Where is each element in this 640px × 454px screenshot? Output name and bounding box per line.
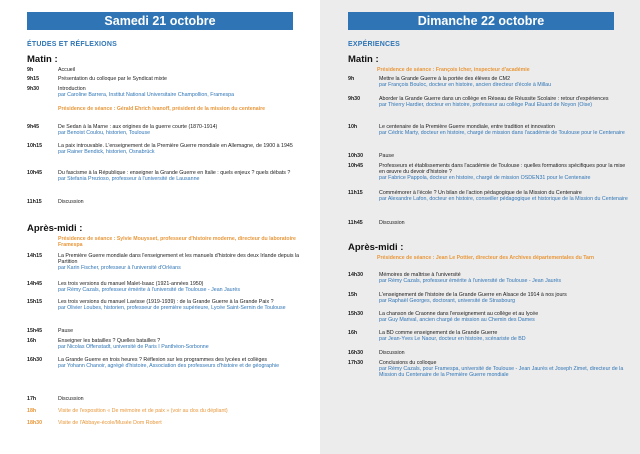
item-time: 10h30: [348, 153, 364, 159]
item-speaker: par Thierry Hardier, docteur en histoire, professeur au collège Paul Eluard de Noyon (Oise): [379, 102, 593, 109]
item-title: Discussion: [379, 350, 405, 356]
item-title: Mettre la Grande Guerre à la portée des élèves de CM2: [379, 76, 511, 82]
item-title: Introduction: [58, 86, 86, 92]
item-title: La Grande Guerre en trois heures ? Réflexion sur les programmes des lycées et collèges: [58, 357, 268, 363]
item-title: Le centenaire de la Première Guerre mondiale, entre tradition et innovation: [379, 124, 555, 130]
item-time: 17h30: [348, 360, 364, 366]
item-title: Pause: [379, 153, 395, 159]
item-time: 16h: [27, 338, 37, 344]
item-speaker: par Cédric Marty, docteur en histoire, chargé de mission dans l'académie de Toulouse pour le Centenaire: [379, 130, 625, 137]
item-title: La BD comme enseignement de la Grande Guerre: [379, 330, 498, 336]
item-title: De Sedan à la Marne : aux origines de la guerre courte (1870-1914): [58, 124, 218, 130]
item-title: Les trois versions du manuel Lavisse (1919-1939) : de la Grande Guerre à la Grande Paix ?: [58, 299, 274, 305]
item-title: Présentation du colloque par le Syndicat mixte: [58, 76, 167, 82]
item-speaker: par Karin Fischer, professeur à l'université d'Orléans: [58, 265, 181, 272]
item-time: 14h30: [348, 272, 364, 278]
item-title: Professeurs et établissements dans l'académie de Toulouse : quelles formations spécifiques pour la mise en œuvre du devoir d'histoire ?: [379, 163, 626, 176]
item-time: 18h: [27, 408, 37, 414]
item-time: 9h: [27, 67, 34, 73]
item-time: 9h30: [348, 96, 361, 102]
item-speaker: par Yohann Chanoir, agrégé d'histoire, Association des professeurs d'histoire et de géographie: [58, 363, 280, 370]
day-banner: Samedi 21 octobre: [27, 12, 293, 30]
item-title: Visite de l'Abbaye-école/Musée Dom Robert: [58, 420, 162, 426]
item-time: 16h: [348, 330, 358, 336]
item-time: 17h: [27, 396, 37, 402]
item-time: 14h45: [27, 281, 43, 287]
item-speaker: par Benoist Coulou, historien, Toulouse: [58, 130, 151, 137]
item-time: 9h30: [27, 86, 40, 92]
item-speaker: par Rémy Cazals, professeur émérite à l'université de Toulouse - Jean Jaurès: [58, 287, 240, 294]
item-title: Conclusions du colloque: [379, 360, 437, 366]
session-label-afternoon: Après-midi :: [27, 223, 83, 234]
item-title: Discussion: [58, 396, 84, 402]
item-speaker: par Nicolas Offenstadt, université de Paris I Panthéon-Sorbonne: [58, 344, 209, 351]
item-title: Visite de l'exposition « De mémoire et de paix » (voir au dos du dépliant): [58, 408, 228, 414]
item-time: 9h15: [27, 76, 40, 82]
item-speaker: par Rémy Cazals, professeur émérite à l'université de Toulouse - Jean Jaurès: [379, 278, 561, 285]
item-time: 10h45: [348, 163, 364, 169]
item-title: La chanson de Craonne dans l'enseignement au collège et au lycée: [379, 311, 539, 317]
session-label-morning: Matin :: [348, 54, 379, 65]
item-title: Discussion: [379, 220, 405, 226]
item-time: 15h30: [348, 311, 364, 317]
item-time: 11h45: [348, 220, 363, 226]
item-title: Aborder la Grande Guerre dans un collège en Réseau de Réussite Scolaire : retour d'expériences: [379, 96, 609, 102]
item-title: Enseigner les batailles ? Quelles batailles ?: [58, 338, 161, 344]
session-label-afternoon: Après-midi :: [348, 242, 404, 253]
item-title: L'enseignement de l'histoire de la Grande Guerre en Alsace de 1914 à nos jours: [379, 292, 567, 298]
item-title: Commémorer à l'école ? Un bilan de l'action pédagogique de la Mission du Centenaire: [379, 190, 582, 196]
session-label-morning: Matin :: [27, 54, 58, 65]
item-time: 9h45: [27, 124, 40, 130]
item-title: La Première Guerre mondiale dans l'enseignement et les manuels d'histoire des deux Irlande depuis la Partition: [58, 253, 300, 266]
item-speaker: par Raphaël Georges, doctorant, université de Strasbourg: [379, 298, 516, 305]
item-title: Accueil: [58, 67, 76, 73]
item-time: 15h: [348, 292, 358, 298]
item-time: 10h15: [27, 143, 43, 149]
item-speaker: par Jean-Yves Le Naour, docteur en histoire, scénariste de BD: [379, 336, 526, 343]
item-time: 9h: [348, 76, 355, 82]
item-title: Pause: [58, 328, 74, 334]
item-time: 16h30: [348, 350, 364, 356]
item-title: La paix introuvable. L'enseignement de la Première Guerre mondiale en Allemagne, de 1900 à 1945: [58, 143, 293, 149]
item-title: Les trois versions du manuel Malet-Isaac (1921-années 1950): [58, 281, 204, 287]
sunday-column: [320, 0, 640, 454]
item-title: Du fascisme à la République : enseigner la Grande Guerre en Italie : quels enjeux ? quels débats ?: [58, 170, 291, 176]
item-time: 10h: [348, 124, 358, 130]
session-presidence: Présidence de séance : Sylvie Mouysset, professeur d'histoire moderne, directeur du laboratoire Framespa: [58, 236, 296, 249]
item-speaker: par Guy Marival, ancien chargé de mission au Chemin des Dames: [379, 317, 535, 324]
item-speaker: par Caroline Barrera, Institut National Universitaire Champollion, Framespa: [58, 92, 235, 99]
session-presidence: Présidence de séance : François Icher, inspecteur d'académie: [377, 67, 530, 73]
item-time: 14h15: [27, 253, 43, 259]
item-speaker: par François Bouloc, docteur en histoire, ancien directeur d'école à Millau: [379, 82, 552, 89]
item-title: Discussion: [58, 199, 84, 205]
session-presidence: Présidence de séance : Gérald Ehrich Ivanoff, président de la mission du centenaire: [58, 106, 265, 112]
item-title: Mémoires de maîtrise à l'université: [379, 272, 461, 278]
item-time: 16h30: [27, 357, 43, 363]
item-speaker: par Rémy Cazals, pour Framespa, université de Toulouse - Jean Jaurès et Joseph Zimet, directeur de la Mission du Centenaire de la Première Guerre mondiale: [379, 366, 624, 379]
item-speaker: par Fabrice Pappola, docteur en histoire, chargé de mission OSDEN31 pour le Centenaire: [379, 175, 591, 182]
item-speaker: par Stefania Prezioso, professeur à l'université de Lausanne: [58, 176, 200, 183]
item-time: 10h45: [27, 170, 43, 176]
day-banner: Dimanche 22 octobre: [348, 12, 614, 30]
item-speaker: par Rainer Bendick, historien, Osnabrück: [58, 149, 155, 156]
item-time: 11h15: [27, 199, 42, 205]
item-time: 11h15: [348, 190, 363, 196]
item-time: 18h30: [27, 420, 43, 426]
item-speaker: par Alexandre Lafon, docteur en histoire, conseiller pédagogique et historique de la Mission du Centenaire: [379, 196, 628, 203]
item-time: 15h45: [27, 328, 43, 334]
section-theme: EXPÉRIENCES: [348, 41, 400, 48]
section-theme: ÉTUDES ET RÉFLEXIONS: [27, 41, 117, 48]
item-speaker: par Olivier Loubes, historien, professeur de première supérieure, Lycée Saint-Sernin de Toulouse: [58, 305, 286, 312]
session-presidence: Présidence de séance : Jean Le Pottier, directeur des Archives départementales du Tarn: [377, 255, 595, 261]
item-time: 15h15: [27, 299, 43, 305]
